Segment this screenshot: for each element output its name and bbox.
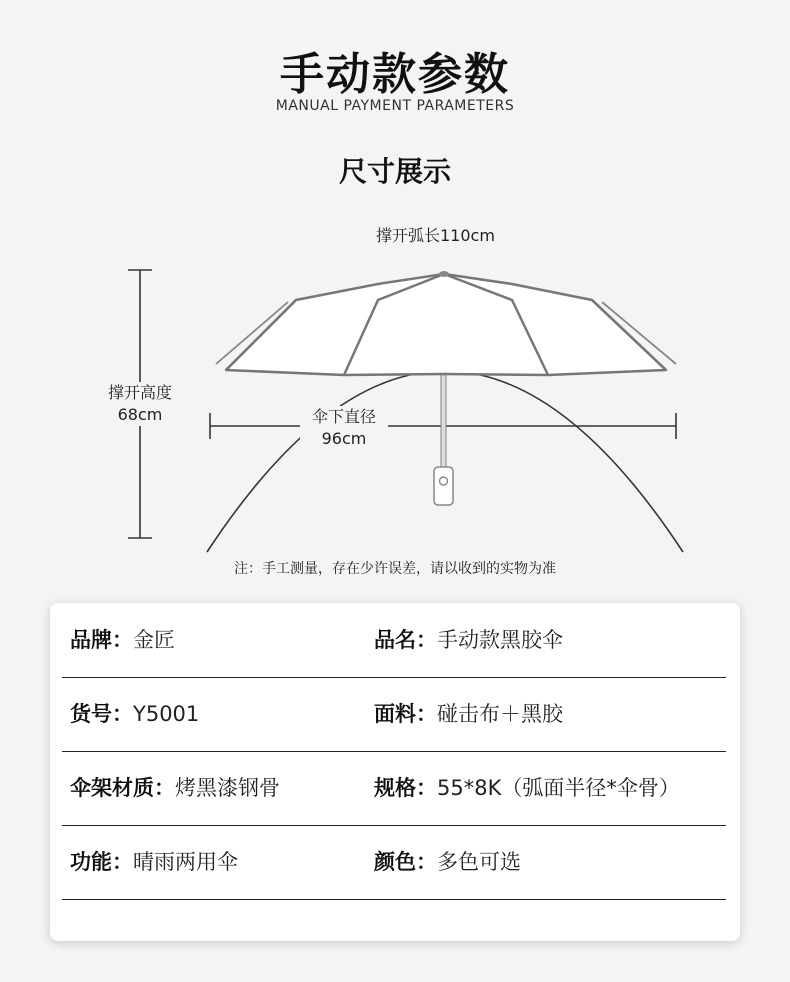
diameter-label (300, 406, 388, 450)
page-title: 手动款参数 (280, 49, 510, 100)
umbrella-illustration (0, 200, 790, 560)
spec-value-function: 晴雨两用伞 (133, 850, 238, 874)
height-label-text: 撑开高度 (107, 383, 172, 402)
umbrella-size-diagram (0, 200, 790, 560)
diameter-label-value: 96cm (321, 429, 367, 448)
spec-value-fabric: 碰击布＋黑胶 (437, 702, 563, 726)
arc-length-label: 撑开弧长110cm (372, 225, 499, 247)
page-subtitle: MANUAL PAYMENT PARAMETERS (275, 98, 515, 114)
umbrella-shaft (441, 375, 446, 467)
spec-key-brand: 品牌： (70, 628, 133, 652)
table-row (62, 603, 726, 678)
umbrella-canopy (226, 274, 666, 375)
spec-key-frame: 伞架材质： (70, 776, 175, 800)
table-row (62, 677, 726, 752)
umbrella-handle (434, 467, 453, 505)
spec-value-item-no: Y5001 (133, 702, 200, 726)
spec-value-brand: 金匠 (133, 628, 175, 652)
section-title: 尺寸展示 (338, 155, 451, 188)
height-label (96, 382, 184, 426)
spec-key-color: 颜色： (374, 850, 437, 874)
diameter-label-text: 伞下直径 (311, 407, 376, 426)
table-row (62, 825, 726, 900)
table-row (62, 751, 726, 826)
spec-value-size: 55*8K（弧面半径*伞骨） (437, 776, 680, 800)
spec-key-item-no: 货号： (70, 702, 133, 726)
measurement-note: 注：手工测量，存在少许误差，请以收到的实物为准 (234, 561, 556, 577)
height-label-value: 68cm (117, 405, 163, 424)
spec-key-fabric: 面料： (374, 702, 437, 726)
spec-key-product-name: 品名： (374, 628, 437, 652)
spec-value-frame: 烤黑漆钢骨 (175, 776, 280, 800)
spec-value-product-name: 手动款黑胶伞 (437, 628, 563, 652)
spec-value-color: 多色可选 (437, 850, 521, 874)
spec-key-size: 规格： (374, 776, 437, 800)
spec-table (50, 603, 740, 941)
spec-key-function: 功能： (70, 850, 133, 874)
